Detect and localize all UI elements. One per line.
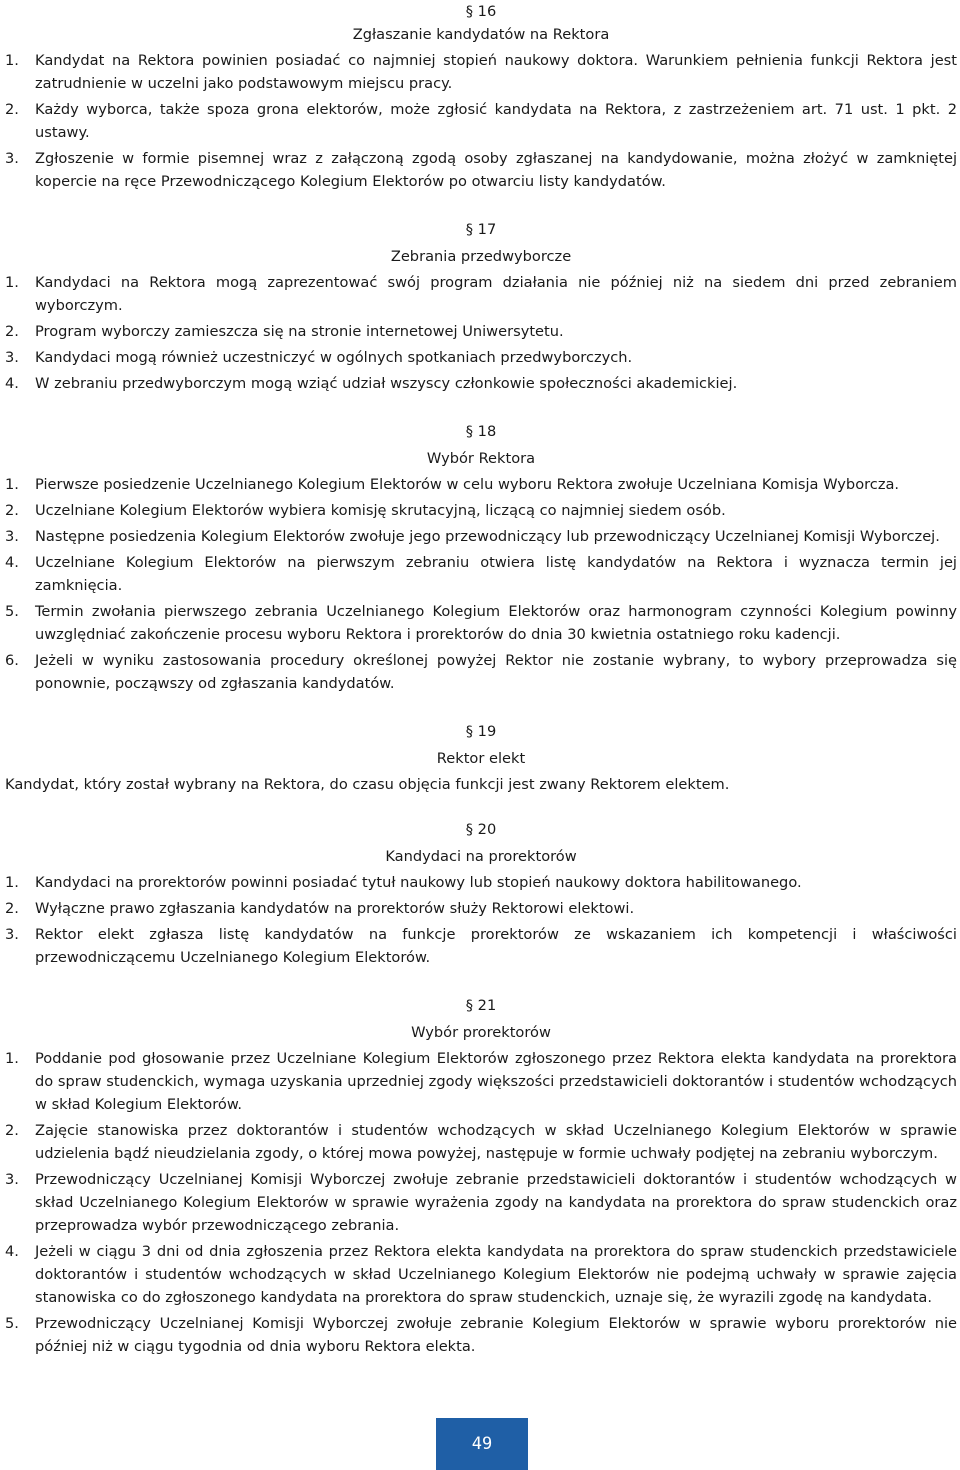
section-spacer: [5, 796, 957, 818]
list-item: [5, 525, 957, 548]
section-number: § 21: [465, 997, 497, 1014]
item-text: Kandydaci na prorektorów powinni posiadać tytuł naukowy lub stopień naukowy doktora habilitowanego.: [35, 874, 802, 891]
section-17: [5, 218, 957, 395]
list-item: [5, 147, 957, 193]
section-spacer: [5, 972, 957, 994]
item-number: 1.: [5, 274, 19, 291]
item-number: 5.: [5, 1315, 19, 1332]
item-number: 1.: [5, 1050, 19, 1067]
section-title: Rektor elekt: [436, 750, 526, 767]
section-title: Zgłaszanie kandydatów na Rektora: [352, 26, 610, 43]
item-text: Zajęcie stanowiska przez doktorantów i studentów wchodzących w skład Uczelnianego Kolegium Elektorów w sprawie udzielenia bądź nieudzielania zgody, o której mowa powyżej, następuje w formie uchwały podjętej na zebraniu wyborczym.: [35, 1122, 957, 1162]
list-item: [5, 372, 957, 395]
section-20: [5, 818, 957, 969]
item-list: [5, 1047, 957, 1358]
item-number: 1.: [5, 52, 19, 69]
item-text: Jeżeli w ciągu 3 dni od dnia zgłoszenia przez Rektora elekta kandydata na prorektora do spraw studenckich przedstawiciele doktorantów i studentów wchodzących w skład Uczelnianego Kolegium Elektorów nie podejmą uchwały w sprawie zajęcia stanowiska co do zgłoszonego kandydata na prorektora do spraw studenckich, uznaje się, że wyrazili zgodę na kandydata.: [35, 1243, 957, 1306]
item-text: Przewodniczący Uczelnianej Komisji Wyborczej zwołuje zebranie przedstawicieli doktorantów i studentów wchodzących w skład Uczelnianego Kolegium Elektorów w sprawie wyrażenia zgody na kandydata na prorektora do spraw studenckich oraz przeprowadza wybór przewodniczącego zebrania.: [35, 1171, 957, 1234]
item-number: 5.: [5, 603, 19, 620]
item-text: Wyłączne prawo zgłaszania kandydatów na prorektorów służy Rektorowi elektowi.: [35, 900, 635, 917]
section-19: [5, 720, 957, 796]
item-number: 3.: [5, 1171, 19, 1188]
section-spacer: [5, 196, 957, 218]
list-item: [5, 649, 957, 695]
list-item: [5, 1240, 957, 1309]
item-number: 2.: [5, 900, 19, 917]
item-text: Program wyborczy zamieszcza się na stronie internetowej Uniwersytetu.: [35, 323, 564, 340]
item-number: 2.: [5, 1122, 19, 1139]
list-item: [5, 551, 957, 597]
item-list: [5, 271, 957, 395]
section-spacer: [5, 398, 957, 420]
item-number: 3.: [5, 150, 19, 167]
item-number: 3.: [5, 528, 19, 545]
section-spacer: [5, 698, 957, 720]
section-title: Kandydaci na prorektorów: [385, 848, 577, 865]
section-title: Wybór prorektorów: [411, 1024, 551, 1041]
item-text: Poddanie pod głosowanie przez Uczelniane Kolegium Elektorów zgłoszonego przez Rektora elekta kandydata na prorektora do spraw studenckich, wymaga uzyskania uprzedniej zgody większości przedstawicieli doktorantów i studentów wchodzących w skład Kolegium Elektorów.: [35, 1050, 957, 1113]
list-item: [5, 600, 957, 646]
item-text: Uczelniane Kolegium Elektorów na pierwszym zebraniu otwiera listę kandydatów na Rektora i wyznacza termin jej zamknięcia.: [35, 554, 957, 594]
section-18: [5, 420, 957, 695]
document-page: [5, 0, 957, 1361]
item-number: 6.: [5, 652, 19, 669]
list-item: [5, 49, 957, 95]
item-text: Następne posiedzenia Kolegium Elektorów zwołuje jego przewodniczący lub przewodniczący Uczelnianej Komisji Wyborczej.: [35, 528, 940, 545]
item-list: [5, 473, 957, 695]
item-number: 2.: [5, 101, 19, 118]
item-number: 1.: [5, 476, 19, 493]
item-text: Rektor elekt zgłasza listę kandydatów na funkcje prorektorów ze wskazaniem ich kompetencji i właściwości przewodniczącemu Uczelnianego Kolegium Elektorów.: [35, 926, 957, 966]
section-title: Wybór Rektora: [426, 450, 536, 467]
list-item: [5, 499, 957, 522]
item-number: 4.: [5, 1243, 19, 1260]
section-title: Zebrania przedwyborcze: [390, 248, 572, 265]
item-text: Kandydat na Rektora powinien posiadać co najmniej stopień naukowy doktora. Warunkiem pełnienia funkcji Rektora jest zatrudnienie w uczelni jako podstawowym miejscu pracy.: [35, 52, 957, 92]
item-list: [5, 871, 957, 969]
item-text: Przewodniczący Uczelnianej Komisji Wyborczej zwołuje zebranie Kolegium Elektorów w sprawie wyboru prorektorów nie później niż w ciągu tygodnia od dnia wyboru Rektora elekta.: [35, 1315, 957, 1355]
list-item: [5, 1312, 957, 1358]
item-text: Kandydaci na Rektora mogą zaprezentować swój program działania nie później niż na siedem dni przed zebraniem wyborczym.: [35, 274, 957, 314]
list-item: [5, 923, 957, 969]
item-number: 4.: [5, 375, 19, 392]
section-number: § 16: [465, 3, 497, 20]
list-item: [5, 1168, 957, 1237]
section-number: § 18: [465, 423, 497, 440]
item-number: 1.: [5, 874, 19, 891]
list-item: [5, 320, 957, 343]
item-text: Każdy wyborca, także spoza grona elektorów, może zgłosić kandydata na Rektora, z zastrzeżeniem art. 71 ust. 1 pkt. 2 ustawy.: [35, 101, 957, 141]
item-text: Kandydaci mogą również uczestniczyć w ogólnych spotkaniach przedwyborczych.: [35, 349, 633, 366]
list-item: [5, 1047, 957, 1116]
item-text: Jeżeli w wyniku zastosowania procedury określonej powyżej Rektor nie zostanie wybrany, to wybory przeprowadza się ponownie, począwszy od zgłaszania kandydatów.: [35, 652, 957, 692]
section-number: § 19: [465, 723, 497, 740]
item-number: 3.: [5, 349, 19, 366]
section-number: § 17: [465, 221, 497, 238]
list-item: [5, 98, 957, 144]
item-text: W zebraniu przedwyborczym mogą wziąć udział wszyscy członkowie społeczności akademickiej.: [35, 375, 738, 392]
item-number: 2.: [5, 502, 19, 519]
list-item: [5, 271, 957, 317]
list-item: [5, 1119, 957, 1165]
list-item: [5, 473, 957, 496]
item-number: 2.: [5, 323, 19, 340]
page-number-badge: 49: [436, 1418, 528, 1470]
list-item: [5, 871, 957, 894]
list-item: [5, 346, 957, 369]
section-21: [5, 994, 957, 1358]
list-item: [5, 897, 957, 920]
item-text: Zgłoszenie w formie pisemnej wraz z załączoną zgodą osoby zgłaszanej na kandydowanie, można złożyć w zamkniętej kopercie na ręce Przewodniczącego Kolegium Elektorów po otwarciu listy kandydatów.: [35, 150, 957, 190]
section-number: § 20: [465, 821, 497, 838]
item-text: Termin zwołania pierwszego zebrania Uczelnianego Kolegium Elektorów oraz harmonogram czynności Kolegium powinny uwzględniać zakończenie procesu wyboru Rektora i prorektorów do dnia 30 kwietnia ostatniego roku kadencji.: [35, 603, 957, 643]
item-number: 3.: [5, 926, 19, 943]
item-text: Uczelniane Kolegium Elektorów wybiera komisję skrutacyjną, liczącą co najmniej siedem osób.: [35, 502, 726, 519]
item-number: 4.: [5, 554, 19, 571]
section-16: [5, 0, 957, 193]
section-paragraph: Kandydat, który został wybrany na Rektora, do czasu objęcia funkcji jest zwany Rektorem elektem.: [5, 776, 730, 793]
item-list: [5, 49, 957, 193]
item-text: Pierwsze posiedzenie Uczelnianego Kolegium Elektorów w celu wyboru Rektora zwołuje Uczelniana Komisja Wyborcza.: [35, 476, 900, 493]
